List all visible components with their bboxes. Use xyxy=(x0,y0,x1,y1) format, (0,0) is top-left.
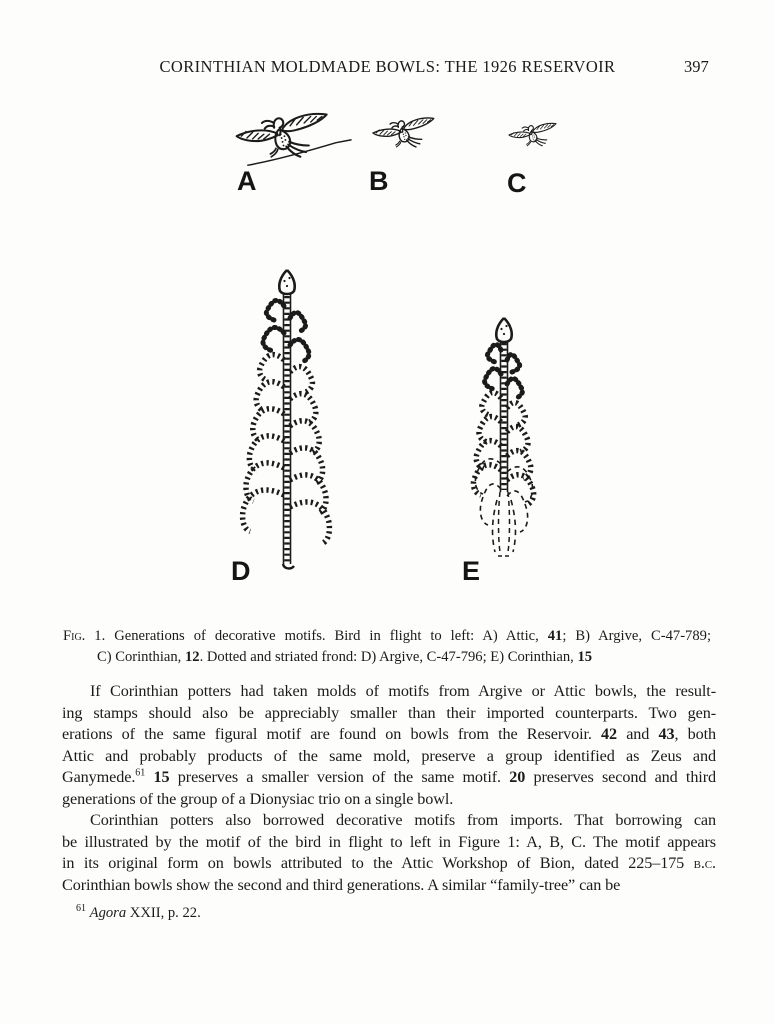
figure-label-c: C xyxy=(507,168,527,198)
text-line: Ganymede.$^{61}$ 15 preserves a smaller version of the same motif. 20 preserves second and third xyxy=(62,767,716,786)
page-number: 397 xyxy=(684,57,709,76)
body-text xyxy=(62,681,716,896)
bird-stamp-a-illustration xyxy=(229,108,353,168)
bird-stamp-b-illustration xyxy=(369,114,439,152)
text-line: be illustrated by the motif of the bird in flight to left in Figure 1: A, B, C. The motif appears xyxy=(62,832,716,851)
caption-line: Fig. 1. Generations of decorative motifs. Bird in flight to left: A) Attic, 41; B) Argive, C-47-789; xyxy=(63,628,711,644)
footnote: $^{61}$ Agora XXII, p. 22. xyxy=(76,903,201,921)
paragraph xyxy=(62,681,716,810)
figure-label-b: B xyxy=(369,166,389,196)
frond-d-illustration xyxy=(233,266,343,576)
caption-line: C) Corinthian, 12. Dotted and striated frond: D) Argive, C-47-796; E) Corinthian, 15 xyxy=(97,648,593,665)
text-line: Attic and probably products of the same mold, preserve a group identified as Zeus and xyxy=(62,746,716,765)
figure-label-a: A xyxy=(237,166,257,196)
text-line: erations of the same figural motif are found on bowls from the Reservoir. 42 and 43, both xyxy=(62,725,716,743)
bird-stamp-c-illustration xyxy=(506,120,560,150)
text-line: ing stamps should also be appreciably smaller than their imported counterparts. Two gen- xyxy=(62,703,716,722)
page-header-title: CORINTHIAN MOLDMADE BOWLS: THE 1926 RESERVOIR xyxy=(159,57,616,76)
text-line: generations of the group of a Dionysiac trio on a single bowl. xyxy=(62,789,454,808)
text-line: Corinthian bowls show the second and third generations. A similar “family-tree” can be xyxy=(62,875,621,894)
frond-e-illustration xyxy=(459,314,549,566)
text-line: If Corinthian potters had taken molds of motifs from Argive or Attic bowls, the result- xyxy=(90,682,716,700)
text-line: Corinthian potters also borrowed decorative motifs from imports. That borrowing can xyxy=(90,811,716,829)
figure-label-d: D xyxy=(231,556,251,586)
paragraph xyxy=(62,810,716,896)
text-line: in its original form on bowls attributed to the Attic Workshop of Bion, dated 225–175 b.c. xyxy=(62,854,716,872)
figure-label-e: E xyxy=(462,556,481,586)
figure-caption xyxy=(63,626,711,667)
